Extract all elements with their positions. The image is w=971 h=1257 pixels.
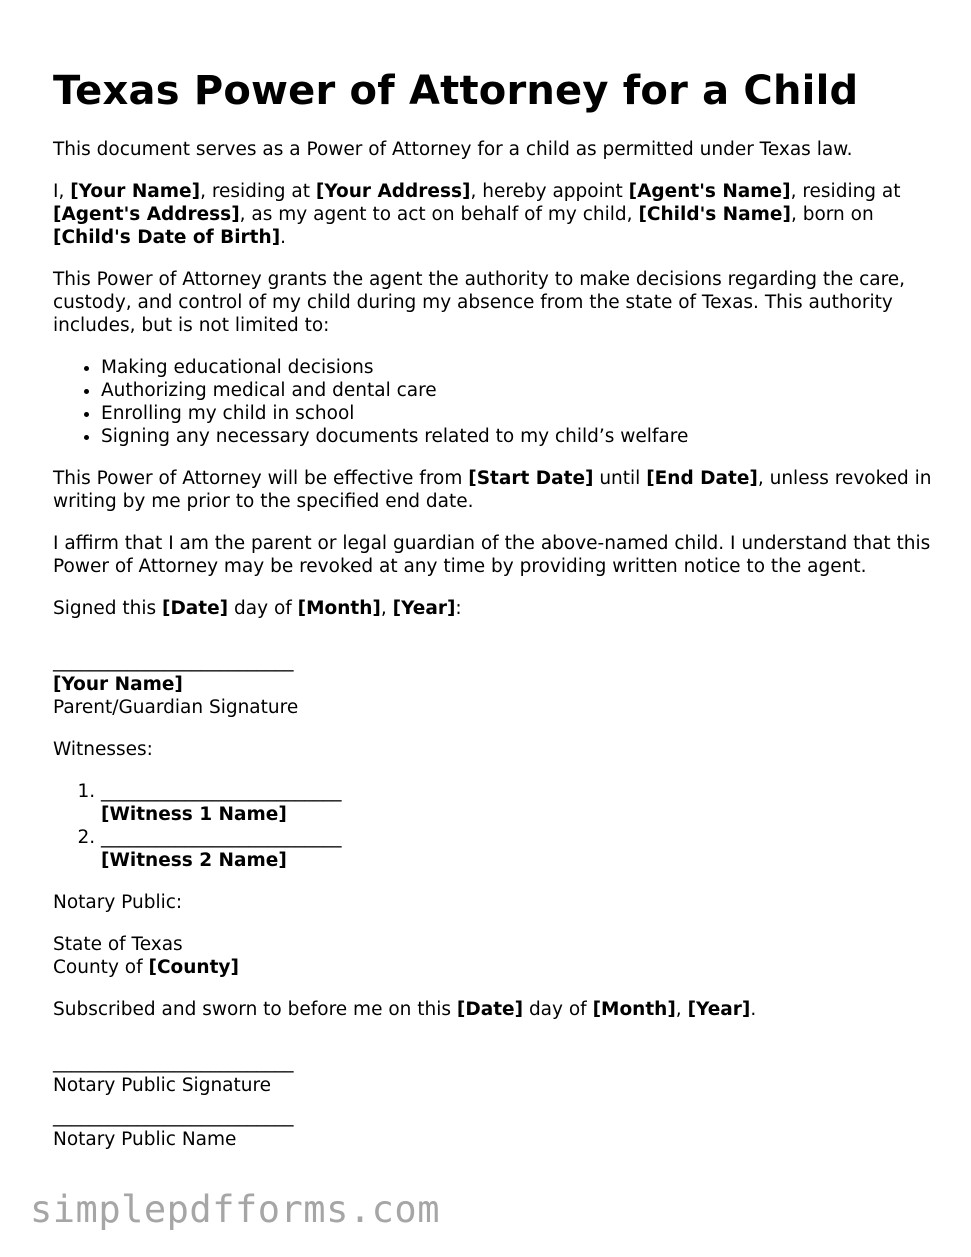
appointment-paragraph — [53, 180, 933, 249]
notary-state: State of Texas — [53, 934, 183, 955]
agent-name-field: [Agent's Name] — [628, 181, 791, 202]
end-date-field: [End Date] — [646, 468, 758, 489]
signed-year-field: [Year] — [392, 598, 456, 619]
notary-county-field: [County] — [148, 957, 239, 978]
effective-text: , unless revoked in writing by me prior to the specified end date. — [53, 468, 932, 512]
your-name-field: [Your Name] — [70, 181, 201, 202]
appointment-text: , residing at — [790, 181, 901, 202]
appointment-text: , as my agent to act on behalf of my child, — [239, 204, 639, 225]
list-item — [101, 826, 933, 872]
sworn-text: Subscribed and sworn to before me on this — [53, 999, 457, 1020]
effective-text: until — [593, 468, 647, 489]
list-item: • Signing any necessary documents related to my child’s welfare — [101, 425, 933, 448]
list-item: • Authorizing medical and dental care — [101, 379, 933, 402]
notary-name-line[interactable]: __________________________ — [53, 1106, 294, 1127]
sworn-year-field: [Year] — [687, 999, 751, 1020]
document-title: Texas Power of Attorney for a Child — [53, 68, 859, 114]
notary-county-prefix: County of — [53, 957, 149, 978]
authority-text: This Power of Attorney grants the agent the authority to make decisions regarding the care, custody, and control of my child during my absence from the state of Texas. This authority includes, but is not limited to: — [53, 269, 906, 336]
list-item: • Making educational decisions — [101, 356, 933, 379]
notary-location — [53, 933, 933, 979]
signed-text: Signed this — [53, 598, 162, 619]
your-address-field: [Your Address] — [315, 181, 471, 202]
witness-2-name-field: [Witness 2 Name] — [101, 850, 287, 871]
witness-1-name-field: [Witness 1 Name] — [101, 804, 287, 825]
parent-signature-block — [53, 650, 933, 719]
parent-name-field: [Your Name] — [53, 674, 183, 695]
agent-address-field: [Agent's Address] — [53, 204, 240, 225]
appointment-text: , born on — [790, 204, 874, 225]
sworn-text: , — [675, 999, 688, 1020]
notary-name-block — [53, 1105, 933, 1151]
parent-signature-label: Parent/Guardian Signature — [53, 697, 299, 718]
sworn-date-field: [Date] — [456, 999, 524, 1020]
intro-paragraph — [53, 138, 933, 161]
watermark-text: simplepdfforms.com — [30, 1188, 440, 1231]
signed-month-field: [Month] — [297, 598, 381, 619]
sworn-text: . — [750, 999, 757, 1020]
child-dob-field: [Child's Date of Birth] — [53, 227, 281, 248]
parent-signature-line[interactable]: __________________________ — [53, 651, 294, 672]
notary-name-label: Notary Public Name — [53, 1129, 237, 1150]
witness-2-signature-line[interactable]: __________________________ — [101, 827, 342, 848]
child-name-field: [Child's Name] — [638, 204, 791, 225]
intro-text: This document serves as a Power of Attorney for a child as permitted under Texas law. — [53, 139, 853, 160]
affirmation-paragraph — [53, 532, 933, 578]
signed-text: , — [380, 598, 393, 619]
notary-label: Notary Public: — [53, 892, 183, 913]
notary-signature-line[interactable]: __________________________ — [53, 1052, 294, 1073]
notary-signature-block — [53, 1051, 933, 1097]
signed-date-field: [Date] — [162, 598, 229, 619]
witness-list — [53, 780, 933, 872]
sworn-text: day of — [523, 999, 593, 1020]
list-item: • Enrolling my child in school — [101, 402, 933, 425]
authority-list — [53, 356, 933, 448]
sworn-paragraph — [53, 998, 933, 1021]
effective-text: This Power of Attorney will be effective from — [53, 468, 469, 489]
witnesses-label: Witnesses: — [53, 739, 153, 760]
authority-paragraph — [53, 268, 933, 337]
signed-text: day of — [228, 598, 298, 619]
appointment-text: , residing at — [200, 181, 316, 202]
notary-signature-label: Notary Public Signature — [53, 1075, 272, 1096]
effective-paragraph — [53, 467, 933, 513]
document-page — [53, 66, 933, 1151]
signed-text: : — [455, 598, 462, 619]
sworn-month-field: [Month] — [592, 999, 676, 1020]
start-date-field: [Start Date] — [468, 468, 594, 489]
list-item — [101, 780, 933, 826]
affirmation-text: I affirm that I am the parent or legal guardian of the above-named child. I understand that this Power of Attorney may be revoked at any time by providing written notice to the agent. — [53, 533, 931, 577]
witness-1-signature-line[interactable]: __________________________ — [101, 781, 342, 802]
signed-paragraph — [53, 597, 933, 620]
appointment-text: , hereby appoint — [470, 181, 629, 202]
appointment-text: . — [280, 227, 287, 248]
appointment-text: I, — [53, 181, 71, 202]
